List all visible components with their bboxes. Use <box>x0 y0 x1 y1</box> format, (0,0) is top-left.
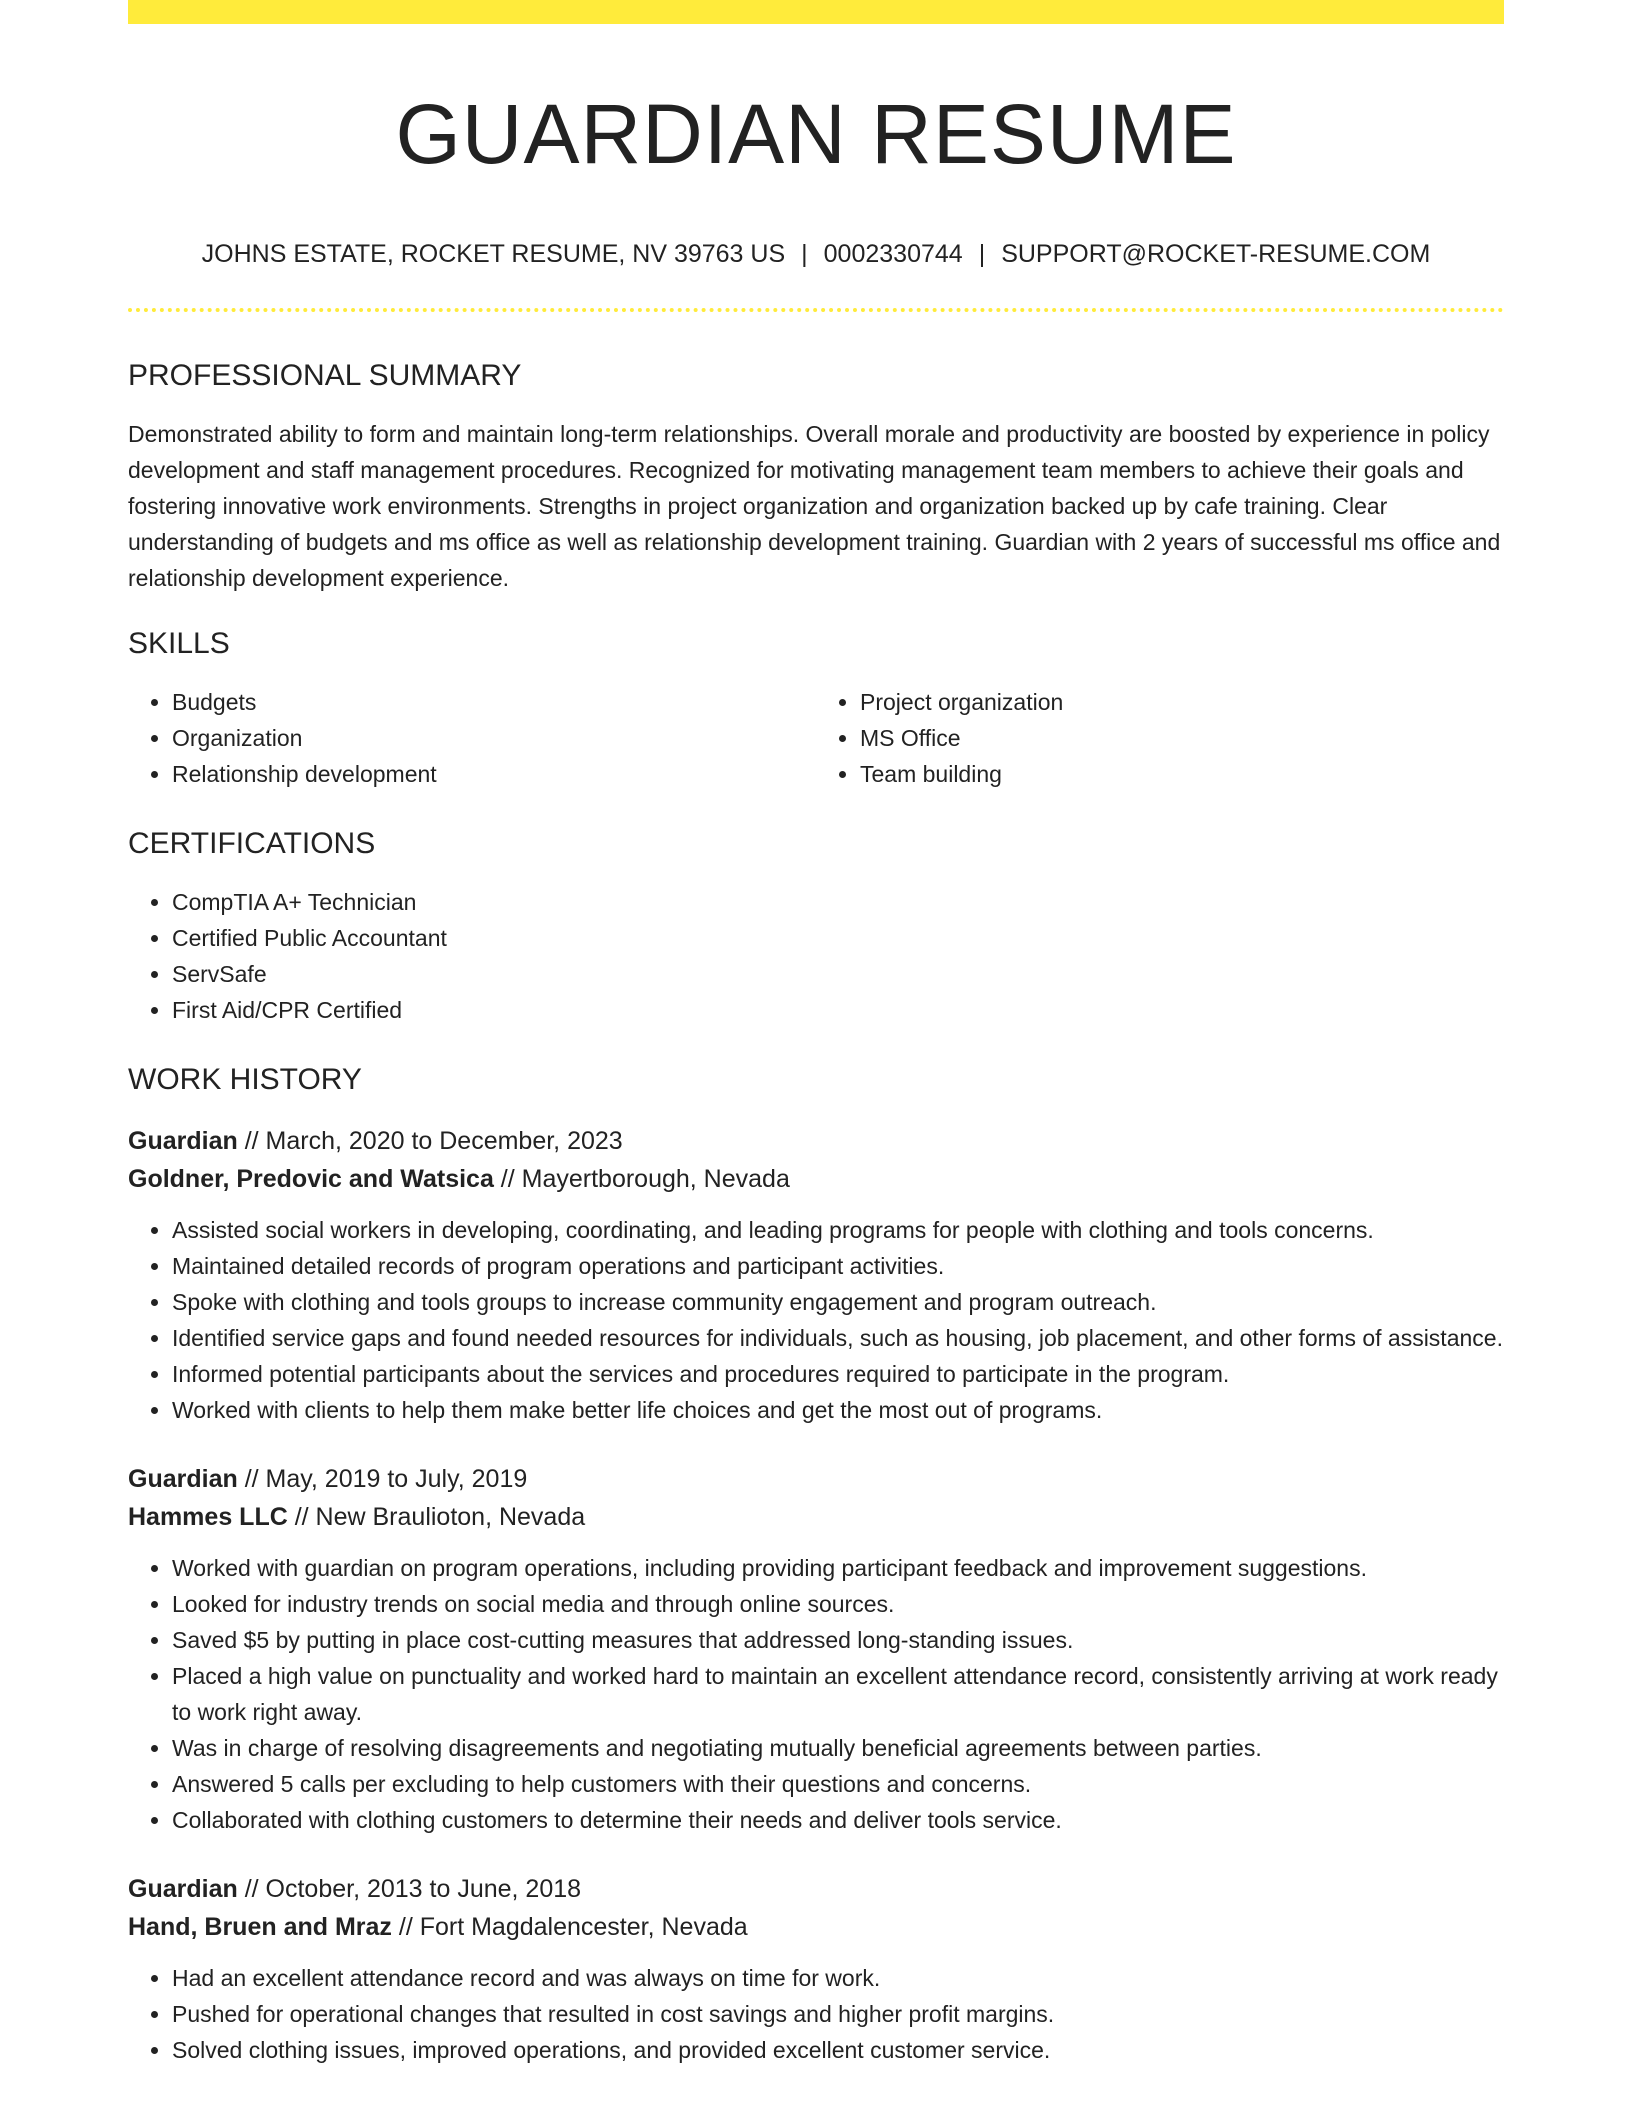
job-company: Hand, Bruen and Mraz <box>128 1913 392 1941</box>
job-company-line <box>128 1908 1504 1946</box>
certifications-list <box>128 884 1504 1028</box>
resume-name: GUARDIAN RESUME <box>395 87 1237 181</box>
job-role: Guardian <box>128 1465 238 1493</box>
job-bullet: • Looked for industry trends on social media and through online sources. <box>172 1586 1504 1622</box>
job-bullet: • Identified service gaps and found needed resources for individuals, such as housing, job placement, and other forms of assistance. <box>172 1320 1504 1356</box>
job-bullet: • Informed potential participants about the services and procedures required to participate in the program. <box>172 1356 1504 1392</box>
resume-page <box>128 0 1504 2068</box>
job-title-line <box>128 1870 1504 1908</box>
job-bullets <box>128 1960 1504 2068</box>
job-bullet: • Was in charge of resolving disagreements and negotiating mutually beneficial agreements between parties. <box>172 1730 1504 1766</box>
job-bullet: • Placed a high value on punctuality and worked hard to maintain an excellent attendance record, consistently arriving at work ready to work right away. <box>172 1658 1504 1730</box>
job-title-line <box>128 1122 1504 1160</box>
job-bullets <box>128 1550 1504 1838</box>
job-company-line <box>128 1160 1504 1198</box>
job-entry <box>128 1122 1504 1428</box>
job-bullet: • Worked with guardian on program operations, including providing participant feedback and improvement suggestions. <box>172 1550 1504 1586</box>
contact-phone: 0002330744 <box>823 240 963 268</box>
job-dates: // October, 2013 to June, 2018 <box>237 1875 582 1903</box>
job-bullet: • Pushed for operational changes that resulted in cost savings and higher profit margins. <box>172 1996 1504 2032</box>
job-bullets <box>128 1212 1504 1428</box>
skill-item: • Relationship development <box>172 756 816 792</box>
job-bullet: • Collaborated with clothing customers to determine their needs and deliver tools service. <box>172 1802 1504 1838</box>
contact-email: SUPPORT@ROCKET-RESUME.COM <box>1001 240 1431 268</box>
certifications-heading: CERTIFICATIONS <box>128 827 376 860</box>
skill-item: • MS Office <box>860 720 1504 756</box>
skill-item: • Project organization <box>860 684 1504 720</box>
work-history-heading: WORK HISTORY <box>128 1063 362 1096</box>
summary-text: Demonstrated ability to form and maintain long-term relationships. Overall morale and productivity are boosted by experience in policy development and staff management procedures. Recognized for motivating management team members to achieve their goals and fostering innovative work environments. Strengths in project organization and organization backed up by cafe training. Clear understanding of budgets and ms office as well as relationship development training. Guardian with 2 years of successful ms office and relationship development experience. <box>128 421 1501 591</box>
job-entry <box>128 1870 1504 2068</box>
header-divider <box>128 308 1504 312</box>
job-company-line <box>128 1498 1504 1536</box>
certification-item: • CompTIA A+ Technician <box>172 884 1504 920</box>
job-role: Guardian <box>128 1127 238 1155</box>
job-location: // Mayertborough, Nevada <box>493 1165 790 1193</box>
job-bullet: • Maintained detailed records of program operations and participant activities. <box>172 1248 1504 1284</box>
job-entry <box>128 1460 1504 1838</box>
job-company: Goldner, Predovic and Watsica <box>128 1165 494 1193</box>
contact-separator: | <box>978 240 986 268</box>
job-company: Hammes LLC <box>128 1503 288 1531</box>
summary-heading: PROFESSIONAL SUMMARY <box>128 359 522 392</box>
skill-item: • Organization <box>172 720 816 756</box>
certification-item: • Certified Public Accountant <box>172 920 1504 956</box>
job-dates: // May, 2019 to July, 2019 <box>237 1465 528 1493</box>
skills-column-left <box>128 684 816 792</box>
job-role: Guardian <box>128 1875 238 1903</box>
job-bullet: • Answered 5 calls per excluding to help customers with their questions and concerns. <box>172 1766 1504 1802</box>
job-bullet: • Saved $5 by putting in place cost-cutting measures that addressed long-standing issues. <box>172 1622 1504 1658</box>
job-bullet: • Assisted social workers in developing, coordinating, and leading programs for people with clothing and tools concerns. <box>172 1212 1504 1248</box>
skill-item: • Team building <box>860 756 1504 792</box>
certification-item: • ServSafe <box>172 956 1504 992</box>
contact-line <box>128 238 1504 270</box>
certification-item: • First Aid/CPR Certified <box>172 992 1504 1028</box>
job-bullet: • Solved clothing issues, improved operations, and provided excellent customer service. <box>172 2032 1504 2068</box>
job-bullet: • Had an excellent attendance record and was always on time for work. <box>172 1960 1504 1996</box>
skills-column-right <box>816 684 1504 792</box>
contact-address: JOHNS ESTATE, ROCKET RESUME, NV 39763 US <box>201 240 786 268</box>
contact-separator: | <box>801 240 808 268</box>
skills-heading: SKILLS <box>128 627 230 660</box>
job-location: // Fort Magdalencester, Nevada <box>391 1913 748 1941</box>
skill-item: • Budgets <box>172 684 816 720</box>
top-accent-bar <box>128 0 1504 24</box>
skills-list <box>128 684 1504 792</box>
job-dates: // March, 2020 to December, 2023 <box>237 1127 623 1155</box>
job-bullet: • Worked with clients to help them make better life choices and get the most out of programs. <box>172 1392 1504 1428</box>
job-bullet: • Spoke with clothing and tools groups to increase community engagement and program outreach. <box>172 1284 1504 1320</box>
job-location: // New Braulioton, Nevada <box>287 1503 586 1531</box>
job-title-line <box>128 1460 1504 1498</box>
